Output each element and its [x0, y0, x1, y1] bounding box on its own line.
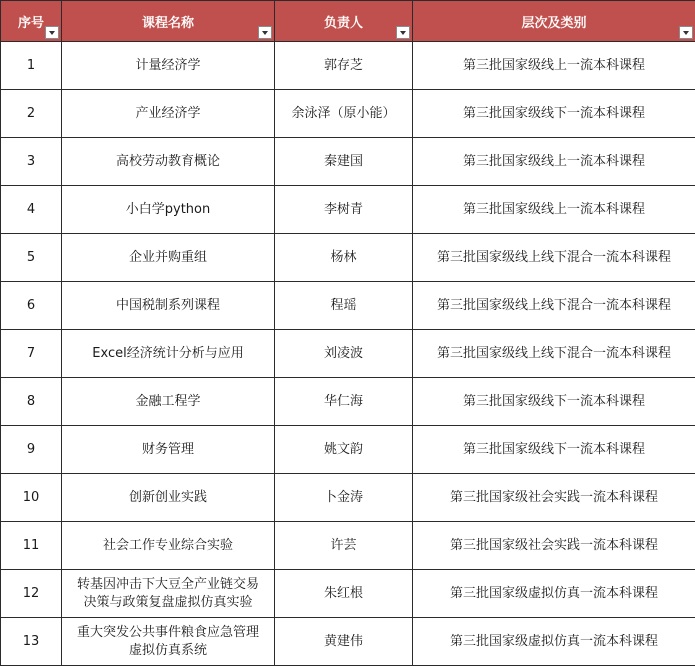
cell-category-text: 第三批国家级线上线下混合一流本科课程	[433, 345, 675, 363]
cell-owner-text: 杨林	[326, 249, 360, 267]
cell-course-name-text: 小白学python	[122, 201, 214, 219]
table-row	[1, 330, 695, 378]
cell-course-name[interactable]	[62, 426, 275, 474]
header-row	[1, 1, 695, 42]
table-row	[1, 474, 695, 522]
table-row	[1, 282, 695, 330]
cell-num-text: 5	[23, 249, 39, 267]
cell-course-name[interactable]	[62, 282, 275, 330]
cell-owner-text: 黄建伟	[320, 633, 367, 651]
cell-course-name[interactable]	[62, 138, 275, 186]
cell-num[interactable]	[1, 378, 62, 426]
cell-owner[interactable]	[275, 474, 413, 522]
cell-course-name[interactable]	[62, 90, 275, 138]
cell-owner[interactable]	[275, 42, 413, 90]
cell-owner[interactable]	[275, 282, 413, 330]
cell-course-name-text: 企业并购重组	[125, 249, 211, 267]
cell-owner[interactable]	[275, 138, 413, 186]
cell-num-text: 13	[19, 633, 44, 651]
column-header-owner	[275, 1, 413, 42]
cell-owner[interactable]	[275, 90, 413, 138]
table-row	[1, 234, 695, 282]
cell-course-name-text: Excel经济统计分析与应用	[88, 345, 247, 363]
cell-category[interactable]	[413, 90, 695, 138]
cell-num-text: 11	[19, 537, 44, 555]
filter-dropdown-icon[interactable]	[679, 26, 693, 39]
cell-num[interactable]	[1, 282, 62, 330]
cell-category-text: 第三批国家级虚拟仿真一流本科课程	[446, 633, 662, 651]
cell-course-name-text: 金融工程学	[131, 393, 204, 411]
cell-owner-text: 许芸	[326, 537, 360, 555]
cell-category[interactable]	[413, 474, 695, 522]
cell-owner-text: 刘凌波	[320, 345, 367, 363]
cell-num[interactable]	[1, 618, 62, 666]
column-header-label: 课程名称	[142, 12, 194, 31]
cell-num[interactable]	[1, 474, 62, 522]
cell-course-name-text: 社会工作专业综合实验	[99, 537, 237, 555]
cell-num-text: 8	[23, 393, 39, 411]
cell-course-name-text: 计量经济学	[131, 57, 204, 75]
table-row	[1, 42, 695, 90]
column-header-num	[1, 1, 62, 42]
cell-category[interactable]	[413, 618, 695, 666]
cell-course-name[interactable]	[62, 474, 275, 522]
cell-owner[interactable]	[275, 522, 413, 570]
cell-course-name[interactable]	[62, 186, 275, 234]
cell-category-text: 第三批国家级社会实践一流本科课程	[446, 489, 662, 507]
cell-owner-text: 华仁海	[320, 393, 367, 411]
cell-course-name[interactable]	[62, 42, 275, 90]
table-row	[1, 426, 695, 474]
cell-category[interactable]	[413, 426, 695, 474]
cell-num-text: 6	[23, 297, 39, 315]
cell-course-name-text: 高校劳动教育概论	[112, 153, 224, 171]
cell-num[interactable]	[1, 330, 62, 378]
table-row	[1, 618, 695, 666]
table-row	[1, 378, 695, 426]
cell-course-name[interactable]	[62, 618, 275, 666]
cell-num-text: 12	[19, 585, 44, 603]
cell-owner[interactable]	[275, 378, 413, 426]
cell-num[interactable]	[1, 138, 62, 186]
cell-course-name[interactable]	[62, 330, 275, 378]
column-header-course	[62, 1, 275, 42]
cell-course-name-text: 中国税制系列课程	[112, 297, 224, 315]
cell-owner-text: 李树青	[320, 201, 367, 219]
column-header-label: 层次及类别	[521, 12, 586, 31]
cell-owner[interactable]	[275, 234, 413, 282]
cell-owner-text: 朱红根	[320, 585, 367, 603]
cell-course-name[interactable]	[62, 522, 275, 570]
cell-course-name-text: 产业经济学	[131, 105, 204, 123]
cell-num[interactable]	[1, 522, 62, 570]
cell-owner[interactable]	[275, 426, 413, 474]
cell-owner-text: 秦建国	[320, 153, 367, 171]
cell-owner[interactable]	[275, 570, 413, 618]
cell-category[interactable]	[413, 330, 695, 378]
cell-course-name[interactable]	[62, 378, 275, 426]
column-header-label: 序号	[18, 12, 44, 31]
table-row	[1, 570, 695, 618]
cell-category-text: 第三批国家级线下一流本科课程	[459, 393, 649, 411]
cell-category-text: 第三批国家级社会实践一流本科课程	[446, 537, 662, 555]
cell-category-text: 第三批国家级线上线下混合一流本科课程	[433, 249, 675, 267]
table-body	[1, 42, 695, 666]
cell-num-text: 10	[19, 489, 44, 507]
cell-category[interactable]	[413, 378, 695, 426]
cell-category-text: 第三批国家级线上线下混合一流本科课程	[433, 297, 675, 315]
cell-num[interactable]	[1, 90, 62, 138]
cell-num[interactable]	[1, 186, 62, 234]
cell-owner[interactable]	[275, 618, 413, 666]
cell-category-text: 第三批国家级线上一流本科课程	[459, 153, 649, 171]
cell-course-name-text: 财务管理	[138, 441, 198, 459]
cell-category[interactable]	[413, 42, 695, 90]
cell-owner-text: 卜金涛	[320, 489, 367, 507]
cell-owner-text: 程瑶	[326, 297, 360, 315]
cell-num[interactable]	[1, 42, 62, 90]
column-header-label: 负责人	[324, 12, 363, 31]
table-row	[1, 90, 695, 138]
cell-category[interactable]	[413, 282, 695, 330]
cell-num-text: 9	[23, 441, 39, 459]
cell-course-name-text: 创新创业实践	[125, 489, 211, 507]
column-header-category	[413, 1, 695, 42]
cell-course-name-text: 转基因冲击下大豆全产业链交易 决策与政策复盘虚拟仿真实验	[73, 576, 263, 612]
cell-category[interactable]	[413, 186, 695, 234]
table-row	[1, 138, 695, 186]
cell-course-name-text: 重大突发公共事件粮食应急管理 虚拟仿真系统	[73, 624, 263, 660]
table-row	[1, 186, 695, 234]
cell-owner-text: 姚文韵	[320, 441, 367, 459]
cell-num[interactable]	[1, 426, 62, 474]
cell-owner-text: 郭存芝	[320, 57, 367, 75]
filter-dropdown-icon[interactable]	[258, 26, 272, 39]
cell-category[interactable]	[413, 570, 695, 618]
cell-num-text: 7	[23, 345, 39, 363]
cell-category-text: 第三批国家级虚拟仿真一流本科课程	[446, 585, 662, 603]
filter-dropdown-icon[interactable]	[396, 26, 410, 39]
filter-dropdown-icon[interactable]	[45, 26, 59, 39]
cell-num-text: 4	[23, 201, 39, 219]
table-row	[1, 522, 695, 570]
cell-category[interactable]	[413, 522, 695, 570]
cell-course-name[interactable]	[62, 570, 275, 618]
cell-num[interactable]	[1, 234, 62, 282]
cell-owner-text: 余泳泽（原小能）	[287, 105, 399, 123]
cell-category[interactable]	[413, 138, 695, 186]
cell-category-text: 第三批国家级线下一流本科课程	[459, 105, 649, 123]
cell-num-text: 3	[23, 153, 39, 171]
cell-category-text: 第三批国家级线上一流本科课程	[459, 201, 649, 219]
cell-num-text: 2	[23, 105, 39, 123]
cell-category-text: 第三批国家级线下一流本科课程	[459, 441, 649, 459]
cell-category-text: 第三批国家级线上一流本科课程	[459, 57, 649, 75]
cell-owner[interactable]	[275, 330, 413, 378]
cell-num[interactable]	[1, 570, 62, 618]
cell-owner[interactable]	[275, 186, 413, 234]
cell-course-name[interactable]	[62, 234, 275, 282]
cell-category[interactable]	[413, 234, 695, 282]
cell-num-text: 1	[23, 57, 39, 75]
